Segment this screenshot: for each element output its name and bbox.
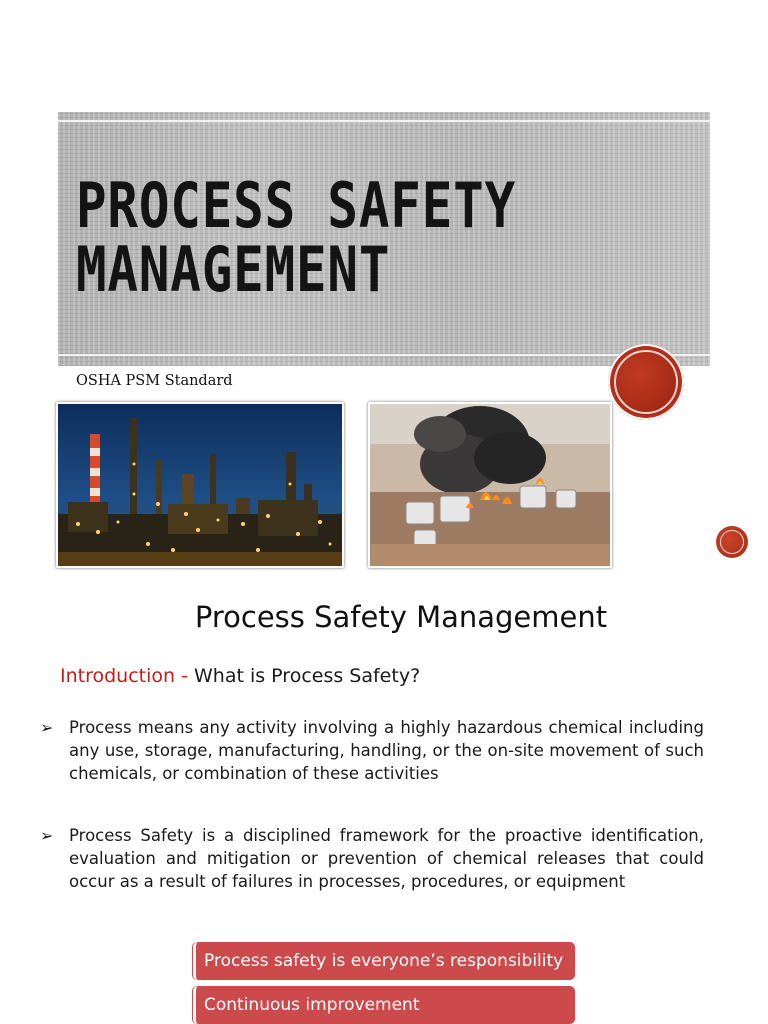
decorative-circle-large	[608, 344, 684, 420]
intro-label: Introduction -	[60, 665, 194, 687]
content-slide	[0, 580, 768, 1024]
subtitle: OSHA PSM Standard	[76, 373, 233, 389]
intro-question: What is Process Safety?	[194, 665, 421, 687]
bullet-text: Process means any activity involving a highly hazardous chemical including any use, storage, manufacturing, handling, or the on-site movement of such chemicals, or combination of these activities	[69, 718, 704, 783]
slide-heading: Process Safety Management	[194, 600, 608, 634]
refinery-fire-photo	[368, 402, 612, 568]
banner-bottom-rule	[58, 354, 710, 356]
arrow-bullet-icon: ➢	[40, 826, 54, 845]
title-line-2: MANAGEMENT	[76, 233, 391, 306]
page-title	[76, 169, 517, 306]
decorative-circle-small	[716, 526, 748, 558]
title-banner	[58, 112, 710, 366]
bullet-item	[40, 824, 704, 893]
callout-box: Process safety is everyone’s responsibility	[193, 942, 575, 980]
title-line-1: PROCESS SAFETY	[76, 169, 517, 242]
intro-line	[60, 665, 420, 687]
bullet-text: Process Safety is a disciplined framework for the proactive identification, evaluation and mitigation or prevention of chemical releases that could occur as a result of failures in processes, procedures, or equipment	[69, 826, 704, 891]
bullet-item	[40, 716, 704, 785]
callout-box: Continuous improvement	[193, 986, 575, 1024]
arrow-bullet-icon: ➢	[40, 718, 54, 737]
banner-top-rule	[58, 120, 710, 122]
refinery-photo	[56, 402, 344, 568]
